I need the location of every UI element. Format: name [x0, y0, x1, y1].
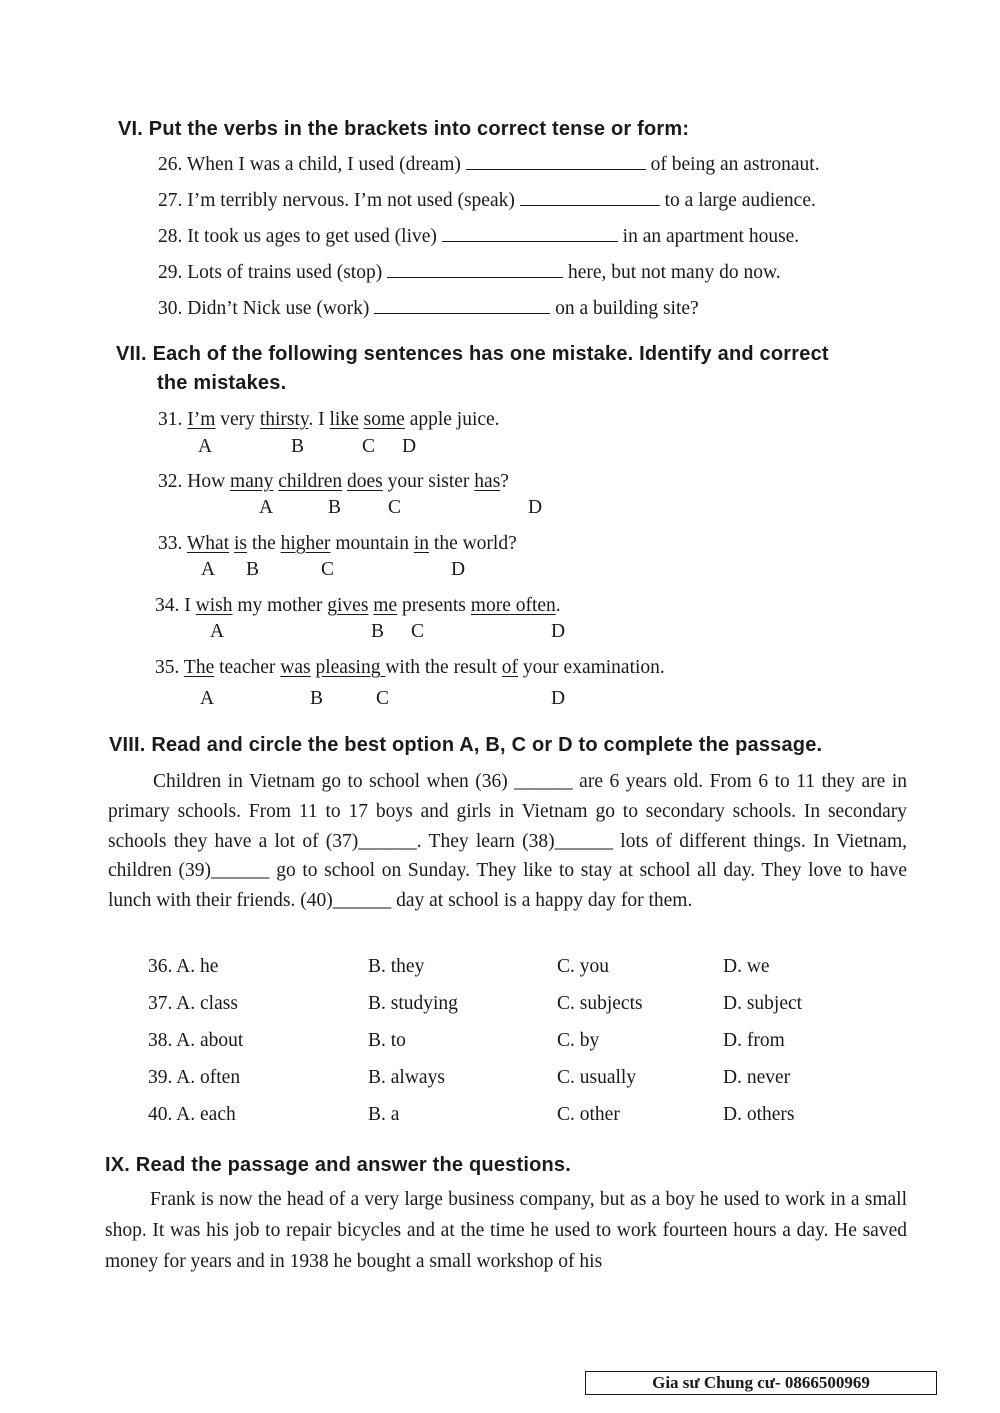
- item-text: 33.: [158, 533, 187, 554]
- option-39-a[interactable]: 39. A. often: [148, 1067, 241, 1088]
- exercise-item-26: [158, 153, 820, 176]
- cloze-passage: [108, 767, 907, 916]
- item-text: 32. How: [158, 471, 231, 492]
- item-text: your sister: [382, 471, 475, 492]
- option-37-b[interactable]: B. studying: [368, 993, 458, 1014]
- option-d-underline[interactable]: in: [413, 533, 430, 554]
- item-text: in an apartment house.: [617, 226, 800, 247]
- item-text: . I: [308, 409, 330, 430]
- option-38-d[interactable]: D. from: [723, 1030, 785, 1051]
- option-d-underline[interactable]: some: [363, 409, 405, 430]
- item-text: very: [215, 409, 260, 430]
- option-a-underline[interactable]: I’m: [187, 409, 216, 430]
- question-35: [155, 657, 665, 679]
- section-ix-heading: IX. Read the passage and answer the questions.: [105, 1154, 571, 1176]
- item-text: with the result: [385, 657, 502, 678]
- letter-b: B: [291, 436, 305, 457]
- section-vi-heading: VI. Put the verbs in the brackets into correct tense or form:: [118, 118, 690, 140]
- option-d-underline[interactable]: more often: [470, 595, 556, 616]
- item-text: presents: [397, 595, 471, 616]
- answer-blank[interactable]: [374, 297, 550, 314]
- option-40-d[interactable]: D. others: [723, 1104, 795, 1125]
- option-36-d[interactable]: D. we: [723, 956, 770, 977]
- item-text: .: [555, 595, 561, 616]
- letter-a: A: [201, 559, 216, 580]
- letter-a: A: [198, 436, 213, 457]
- letter-b: B: [371, 621, 385, 642]
- answer-blank[interactable]: [387, 261, 563, 278]
- exercise-item-27: [158, 189, 816, 212]
- reading-passage: [105, 1184, 907, 1277]
- item-text: 28. It took us ages to get used (live): [158, 226, 442, 247]
- letter-a: A: [200, 688, 215, 709]
- item-text: of being an astronaut.: [645, 154, 820, 175]
- option-b-underline[interactable]: was: [280, 657, 311, 678]
- item-text: 27. I’m terribly nervous. I’m not used (speak): [158, 190, 520, 211]
- option-c-underline[interactable]: pleasing: [315, 657, 386, 678]
- item-text: mountain: [330, 533, 414, 554]
- option-a-underline[interactable]: The: [183, 657, 215, 678]
- option-b-underline[interactable]: is: [234, 533, 248, 554]
- option-a-underline[interactable]: wish: [195, 595, 233, 616]
- letter-d: D: [451, 559, 466, 580]
- option-a-underline[interactable]: many: [230, 471, 274, 492]
- option-40-c[interactable]: C. other: [557, 1104, 620, 1125]
- question-34: [155, 595, 561, 617]
- option-40-a[interactable]: 40. A. each: [148, 1104, 236, 1125]
- item-text: teacher: [214, 657, 281, 678]
- answer-blank[interactable]: [520, 189, 660, 206]
- item-text: on a building site?: [550, 298, 699, 319]
- option-c-underline[interactable]: like: [329, 409, 359, 430]
- footer-contact-box: [585, 1371, 937, 1395]
- letter-c: C: [321, 559, 335, 580]
- option-c-underline[interactable]: does: [347, 471, 383, 492]
- letter-b: B: [328, 497, 342, 518]
- option-37-a[interactable]: 37. A. class: [148, 993, 238, 1014]
- item-text: my mother: [232, 595, 328, 616]
- option-39-d[interactable]: D. never: [723, 1067, 791, 1088]
- exercise-item-29: [158, 261, 781, 284]
- option-b-underline[interactable]: gives: [327, 595, 369, 616]
- item-text: 26. When I was a child, I used (dream): [158, 154, 466, 175]
- item-text: 30. Didn’t Nick use (work): [158, 298, 375, 319]
- exercise-item-30: [158, 297, 699, 320]
- option-b-underline[interactable]: children: [278, 471, 343, 492]
- letter-d: D: [551, 688, 566, 709]
- option-a-underline[interactable]: What: [186, 533, 230, 554]
- option-40-b[interactable]: B. a: [368, 1104, 400, 1125]
- item-text: 31.: [158, 409, 188, 430]
- option-38-a[interactable]: 38. A. about: [148, 1030, 244, 1051]
- item-text: here, but not many do now.: [563, 262, 781, 283]
- letter-d: D: [528, 497, 543, 518]
- item-text: ?: [500, 471, 509, 492]
- letter-d: D: [551, 621, 566, 642]
- exercise-item-28: [158, 225, 799, 248]
- item-text: the: [247, 533, 281, 554]
- letter-c: C: [376, 688, 390, 709]
- letter-b: B: [310, 688, 324, 709]
- letter-c: C: [411, 621, 425, 642]
- letter-a: A: [210, 621, 225, 642]
- passage-text: Frank is now the head of a very large business company, but as a boy he used to work in a small shop. It was his job to repair bicycles and at the time he used to work fourteen hours a day. He saved money for years and in 1938 he bought a small workshop of his: [105, 1189, 907, 1272]
- footer-text: Gia sư Chung cư- 0866500969: [652, 1373, 870, 1392]
- option-c-underline[interactable]: me: [373, 595, 398, 616]
- question-31: [158, 409, 500, 431]
- option-36-a[interactable]: 36. A. he: [148, 956, 219, 977]
- passage-text: Children in Vietnam go to school when (36) ______ are 6 years old. From 6 to 11 they are in primary schools. From 11 to 17 boys and girls in Vietnam go to secondary schools. In secondary schools they have a lot of (37)______. They learn (38)______ lots of different things. In Vietnam, children (39)______ go to school on Sunday. They like to stay at school all day. They love to have lunch with their friends. (40)______ day at school is a happy day for them.: [108, 771, 907, 912]
- option-d-underline[interactable]: of: [501, 657, 519, 678]
- option-b-underline[interactable]: thirsty: [259, 409, 309, 430]
- item-text: 29. Lots of trains used (stop): [158, 262, 388, 283]
- question-32: [158, 471, 509, 493]
- item-text: 35.: [155, 657, 184, 678]
- option-39-b[interactable]: B. always: [368, 1067, 445, 1088]
- letter-b: B: [246, 559, 260, 580]
- section-viii-heading: VIII. Read and circle the best option A, B, C or D to complete the passage.: [109, 734, 823, 756]
- option-d-underline[interactable]: has: [474, 471, 501, 492]
- option-39-c[interactable]: C. usually: [557, 1067, 637, 1088]
- option-36-c[interactable]: C. you: [557, 956, 610, 977]
- letter-d: D: [402, 436, 417, 457]
- item-text: your examination.: [518, 657, 665, 678]
- letter-c: C: [362, 436, 376, 457]
- section-vii-heading: VII. Each of the following sentences has one mistake. Identify and correct: [116, 343, 829, 365]
- item-text: to a large audience.: [659, 190, 816, 211]
- letter-a: A: [259, 497, 274, 518]
- option-38-b[interactable]: B. to: [368, 1030, 406, 1051]
- question-33: [158, 533, 517, 555]
- option-36-b[interactable]: B. they: [368, 956, 425, 977]
- letter-c: C: [388, 497, 402, 518]
- section-vii-heading-cont: the mistakes.: [157, 372, 287, 394]
- option-37-d[interactable]: D. subject: [723, 993, 803, 1014]
- option-38-c[interactable]: C. by: [557, 1030, 600, 1051]
- item-text: apple juice.: [404, 409, 500, 430]
- answer-blank[interactable]: [442, 225, 618, 242]
- answer-blank[interactable]: [466, 153, 646, 170]
- option-c-underline[interactable]: higher: [280, 533, 331, 554]
- item-text: the world?: [429, 533, 517, 554]
- option-37-c[interactable]: C. subjects: [557, 993, 643, 1014]
- item-text: 34. I: [155, 595, 196, 616]
